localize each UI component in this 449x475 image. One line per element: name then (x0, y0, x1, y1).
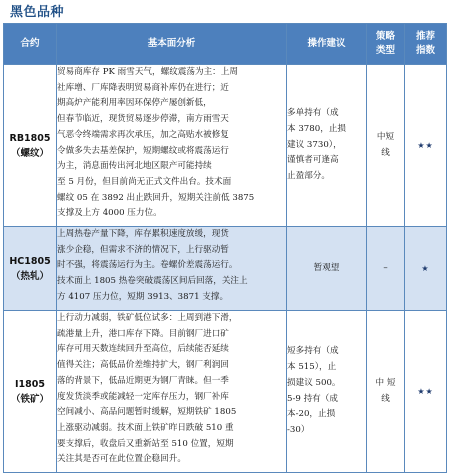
contract-name: （热轧） (10, 270, 49, 282)
advice-cell (287, 311, 367, 473)
advice-line: 多单持有（成 (287, 108, 339, 119)
futures-table (3, 23, 447, 473)
analysis-line: 关注其是否可在此位置企稳回升。 (57, 454, 186, 465)
header-analysis: 基本面分析 (57, 24, 287, 65)
strategy-line: 线 (381, 393, 390, 404)
analysis-line: 时不强，将震荡运行为主。卷螺价差震荡运行。 (57, 260, 238, 271)
rating-stars: ★ (405, 227, 447, 311)
header-strategy (367, 24, 405, 65)
rating-stars: ★★ (405, 311, 447, 473)
analysis-cell (57, 227, 287, 311)
contract-code: RB1805 (9, 132, 51, 144)
analysis-line: 气恶令终端需求再次承压，加之高贴水被修复 (57, 129, 229, 140)
strategy-line: 线 (381, 147, 390, 158)
advice-line: 止盈部分。 (287, 171, 330, 182)
table-header-row (4, 24, 447, 65)
advice-line: 本 3780，止损 (287, 123, 346, 134)
analysis-line: 技术面上 1805 热卷突破震荡区间后回落，关注上 (57, 276, 248, 287)
contract-cell (4, 65, 57, 227)
contract-name: （铁矿） (10, 393, 49, 405)
analysis-line: 库存可用天数连续回升至高位，后续能否延续 (57, 344, 229, 355)
analysis-line: 令做多失去基差保护，短期螺纹或将震荡运行 (57, 145, 229, 156)
analysis-line: 要支撑后，收盘后又重新站至 510 位置，短期 (57, 438, 234, 449)
table-row (4, 65, 447, 227)
analysis-line: 贸易商库存 PK 雨雪天气，螺纹震荡为主：上周 (57, 67, 238, 77)
analysis-line: 疏港量上升，港口库存下降。目前钢厂进口矿 (57, 328, 229, 339)
strategy-line: 中 短 (375, 377, 396, 388)
analysis-line: 为主，消息面传出河北地区限产可能持续 (57, 161, 212, 172)
analysis-line: 方 4107 压力位，短期 3913、3871 支撑。 (57, 291, 229, 302)
advice-line: 损建议 500。 (287, 377, 341, 388)
table-row (4, 311, 447, 473)
header-advice: 操作建议 (287, 24, 367, 65)
advice-line: 建议 3730）， (287, 139, 342, 150)
advice-line: 暂观望 (313, 262, 340, 273)
strategy-cell (367, 65, 405, 227)
advice-cell (287, 227, 367, 311)
section-title: 黑色品种 (10, 5, 65, 20)
strategy-line: – (383, 262, 388, 273)
advice-line: 谨慎者可逢高 (287, 155, 339, 166)
strategy-line: 中短 (376, 131, 395, 142)
contract-cell (4, 311, 57, 473)
header-contract: 合约 (4, 24, 57, 65)
analysis-line: 期高炉产能利用率因环保停产屡创新低， (57, 98, 212, 109)
strategy-cell (367, 311, 405, 473)
header-rating-line: 指数 (415, 45, 435, 56)
advice-line: 本-20，止损 (287, 409, 336, 420)
analysis-line: 但春节临近，现货贸易逐步停滞，南方雨雪天 (57, 114, 229, 125)
header-rating (405, 24, 447, 65)
analysis-line: 值得关注；高低品价差维持扩大，钢厂利润回 (57, 360, 229, 371)
strategy-cell (367, 227, 405, 311)
analysis-line: 社库增、厂库降表明贸易商补库仍在进行；近 (57, 82, 229, 93)
analysis-line: 上行动力减弱，铁矿低位试多：上周到港下滑， (57, 313, 238, 323)
contract-code: HC1805 (9, 255, 51, 267)
advice-line: 5-9 持有（成 (287, 393, 338, 404)
rating-stars: ★★ (405, 65, 447, 227)
contract-cell (4, 227, 57, 311)
analysis-line: 支撑及上方 4000 压力位。 (57, 208, 162, 219)
analysis-cell (57, 311, 287, 473)
contract-name: （螺纹） (10, 147, 49, 159)
advice-line: -30） (287, 424, 310, 435)
header-strategy-line: 策略 (375, 31, 395, 42)
analysis-line: 至 5 月份，但目前尚无正式文件出台。技术面 (57, 176, 232, 187)
analysis-line: 度发货淡季或能减轻一定库存压力，钢厂补库 (57, 391, 229, 402)
analysis-line: 落的背景下，低品近期更为钢厂青睐。但一季 (57, 375, 229, 386)
table-row (4, 227, 447, 311)
analysis-line: 螺纹 05 在 3892 出止跌回升，短期关注前低 3875 (57, 192, 255, 203)
advice-cell (287, 65, 367, 227)
contract-code: I1805 (15, 378, 45, 390)
header-strategy-line: 类型 (375, 45, 395, 56)
analysis-line: 空间减小、高品问题暂时缓解，短期铁矿 1805 (57, 407, 237, 418)
advice-line: 本 515），止 (287, 362, 337, 373)
analysis-cell (57, 65, 287, 227)
analysis-line: 涨少企稳，但需求不济的情况下，上行驱动暂 (57, 244, 229, 255)
analysis-line: 上周热卷产量下降，库存累积速度放缓，现货 (57, 229, 229, 239)
analysis-line: 上涨驱动减弱。技术面上铁矿昨日跌破 510 重 (57, 422, 234, 433)
advice-line: 短多持有（成 (287, 346, 339, 357)
header-rating-line: 推荐 (415, 31, 435, 42)
